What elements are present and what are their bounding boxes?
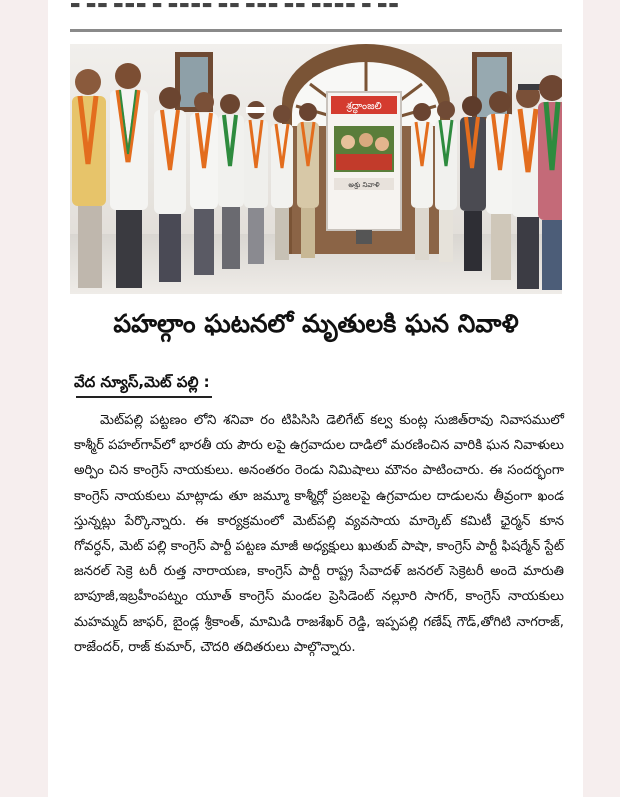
byline-underline (76, 396, 212, 398)
banner-title: శ్రద్ధాంజలి (346, 101, 382, 112)
previous-article-cut-text: ▬ ▬▬ ▬▬▬ ▬ ▬▬▬▬ ▬▬ ▬▬▬ ▬▬ ▬▬▬▬ ▬ ▬▬ (70, 0, 400, 10)
banner-footer: అశ్రు నివాళి (348, 181, 380, 189)
article-byline: వేద న్యూస్,మెట్ పల్లి : (74, 373, 210, 391)
article-photo (70, 44, 562, 294)
tribute-gathering-photo (70, 44, 562, 294)
article-body: మెట్‌పల్లి పట్టణం లోని శనివా రం టిపిసిసి డెలిగేట్ కల్వ కుంట్ల సుజిత్‌రావు నివాసములో కాశ్మీర్ పహల్‌గావ్‌లో భారతీ య పౌరు లపై ఉగ్రవాదుల దాడిలో మరణించిన వారికి ఘన నివాళులు అర్పిం చిన కాంగ్రెస్ నాయకులు. అనంతరం రెండు నిమిషాలు మౌనం పాటించారు. ఈ సందర్భంగా కాంగ్రెస్ నాయకులు మాట్లాడు తూ జమ్మూ కాశ్మీర్లో ప్రజలపై ఉగ్రవాదుల దాడులను తీవ్రంగా ఖండ స్తున్నట్లు పేర్కొన్నారు. ఈ కార్యక్రమంలో మెట్‌పల్లి వ్యవసాయ మార్కెట్ కమిటీ ఛైర్మన్ కూన గోవర్ధన్, మెట్ పల్లి కాంగ్రెస్ పార్టీ పట్టణ మాజీ అధ్యక్షులు ఖుతుబ్ పాషా, కాంగ్రెస్ పార్టీ ఫిషర్మేన్ స్టేట్ జనరల్ సెక్రె టరీ రుత్త నారాయణ, కాంగ్రెస్ పార్టీ రాష్ట్ర సేవాదళ్ జనరల్ సెక్రెటరీ అందె మారుతి బాపూజీ,ఇబ్రహీంపట్నం యూత్ కాంగ్రెస్ మండల ప్రెసిడెంట్ నల్లూరి సాగర్, కాంగ్రెస్ నాయకులు మహమ్మద్ జాఫర్, బైండ్ల శ్రీకాంత్, మామిడి రాజశేఖర్ రెడ్డి, ఇప్పపల్లి గణేష్ గౌడ్,తోగిటి నాగరాజ్, రాజేందర్, రాజ్ కుమార్, చౌదరి తదితరులు పాల్గొన్నారు. (74, 413, 564, 655)
article-headline: పహల్గాం ఘటనలో మృతులకి ఘన నివాళి (113, 309, 519, 338)
top-divider (70, 29, 562, 32)
